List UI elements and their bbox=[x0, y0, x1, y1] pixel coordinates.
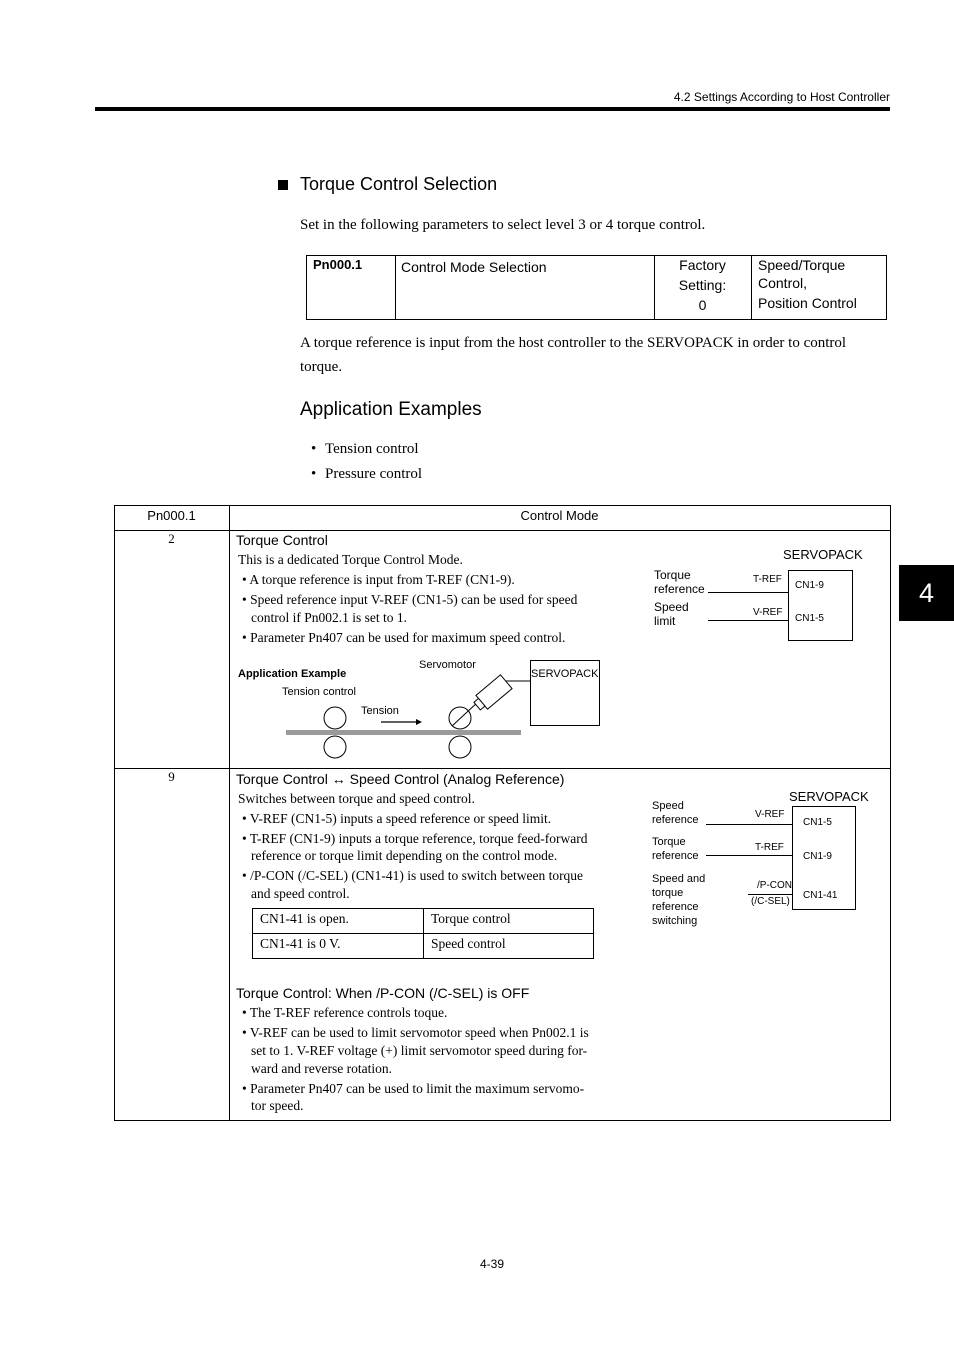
applies-to-line: Position Control bbox=[758, 295, 857, 311]
row-bullet-line: • The T-REF reference controls toque. bbox=[242, 1005, 448, 1020]
page-number: 4-39 bbox=[479, 1257, 505, 1271]
signal-description: Speed bbox=[654, 600, 689, 614]
table-header-mode: Control Mode bbox=[520, 508, 599, 523]
application-example-title: Application Example bbox=[238, 668, 347, 680]
example-caption: Tension control bbox=[282, 686, 356, 698]
section-title: Torque Control Selection bbox=[300, 174, 498, 194]
header-rule bbox=[95, 107, 890, 111]
section-bullet-square-icon bbox=[278, 180, 288, 190]
row-bullet-continuation: and speed control. bbox=[251, 886, 350, 901]
chapter-tab bbox=[899, 565, 954, 621]
signal-description: Torque bbox=[652, 836, 686, 848]
row-subtitle: Torque Control: When /P-CON (/C-SEL) is OFF bbox=[236, 985, 530, 1001]
application-examples-heading: Application Examples bbox=[300, 399, 482, 420]
table-column-divider bbox=[229, 505, 230, 1121]
roller-circle bbox=[324, 736, 346, 758]
switch-result: Torque control bbox=[431, 911, 511, 926]
switch-condition: CN1-41 is 0 V. bbox=[260, 936, 341, 951]
row-bullet-line: • V-REF (CN1-5) inputs a speed reference or speed limit. bbox=[242, 811, 552, 826]
param-name: Control Mode Selection bbox=[401, 259, 547, 275]
row-bullet-continuation: set to 1. V-REF voltage (+) limit servomotor speed during for- bbox=[251, 1043, 588, 1058]
signal-wire bbox=[708, 620, 788, 621]
factory-setting-line: Setting: bbox=[678, 277, 727, 293]
list-bullet: • bbox=[311, 466, 317, 482]
factory-setting-line: Factory bbox=[679, 257, 726, 273]
switch-condition: CN1-41 is open. bbox=[260, 911, 349, 926]
row-mode-lead: Switches between torque and speed control. bbox=[238, 791, 475, 806]
roller-circle bbox=[324, 707, 346, 729]
signal-description: reference bbox=[652, 814, 699, 826]
row-bullet-continuation: tor speed. bbox=[251, 1098, 304, 1113]
servopack-label: SERVOPACK bbox=[789, 789, 869, 804]
list-bullet: • bbox=[311, 441, 317, 457]
signal-name: /P-CON bbox=[757, 880, 792, 891]
signal-description: reference bbox=[654, 582, 705, 596]
tension-arrow-head bbox=[416, 719, 422, 725]
param-table-divider bbox=[395, 255, 396, 320]
switch-table-divider bbox=[252, 933, 594, 934]
connector-pin: CN1-9 bbox=[795, 580, 824, 591]
row-bullet-line: • V-REF can be used to limit servomotor speed when Pn002.1 is bbox=[242, 1025, 589, 1040]
row-bullet-continuation: ward and reverse rotation. bbox=[251, 1061, 392, 1076]
signal-description: Speed bbox=[652, 800, 684, 812]
connector-pin: CN1-9 bbox=[803, 851, 832, 862]
applies-to-line: Speed/Torque bbox=[758, 257, 846, 273]
row-bullet-line: • Speed reference input V-REF (CN1-5) can be used for speed bbox=[242, 592, 578, 607]
chapter-number: 4 bbox=[918, 577, 935, 608]
switch-result: Speed control bbox=[431, 936, 506, 951]
param-table-divider bbox=[751, 255, 752, 320]
web-strip bbox=[286, 730, 521, 735]
row-mode-title: Torque Control bbox=[236, 532, 328, 548]
example-servopack-label: SERVOPACK bbox=[531, 668, 599, 680]
running-header: 4.2 Settings According to Host Controller bbox=[673, 90, 890, 104]
row-param-value: 9 bbox=[168, 769, 175, 784]
row-bullet-line: • Parameter Pn407 can be used for maximum speed control. bbox=[242, 630, 566, 645]
row-mode-lead: This is a dedicated Torque Control Mode. bbox=[238, 552, 463, 567]
description-line: torque. bbox=[300, 359, 343, 375]
tension-control-drawing bbox=[280, 650, 540, 762]
signal-description: limit bbox=[654, 614, 676, 628]
signal-name: V-REF bbox=[755, 809, 785, 820]
table-header-divider bbox=[114, 530, 891, 531]
row-param-value: 2 bbox=[168, 531, 175, 546]
tension-label: Tension bbox=[361, 705, 399, 717]
signal-description: Torque bbox=[654, 568, 691, 582]
signal-wire bbox=[708, 592, 788, 593]
signal-name: V-REF bbox=[753, 607, 783, 618]
connector-pin: CN1-41 bbox=[803, 890, 838, 901]
servopack-label: SERVOPACK bbox=[783, 547, 863, 562]
signal-description: torque bbox=[652, 887, 684, 899]
servomotor-label: Servomotor bbox=[419, 659, 476, 671]
factory-setting-value: 0 bbox=[698, 297, 707, 313]
param-number: Pn000.1 bbox=[313, 257, 363, 272]
roller-circle bbox=[449, 736, 471, 758]
connector-pin: CN1-5 bbox=[803, 817, 832, 828]
signal-wire bbox=[706, 855, 792, 856]
table-row-divider bbox=[114, 768, 891, 769]
row-bullet-continuation: reference or torque limit depending on the control mode. bbox=[251, 848, 558, 863]
row-bullet-line: • /P-CON (/C-SEL) (CN1-41) is used to switch between torque bbox=[242, 868, 584, 883]
applies-to-line: Control, bbox=[758, 275, 808, 291]
signal-wire bbox=[706, 824, 792, 825]
application-list-item: Pressure control bbox=[325, 466, 423, 482]
signal-wire bbox=[748, 894, 792, 895]
description-line: A torque reference is input from the host controller to the SERVOPACK in order to control bbox=[300, 335, 847, 351]
row-bullet-line: • A torque reference is input from T-REF (CN1-9). bbox=[242, 572, 515, 587]
signal-description: Speed and bbox=[652, 873, 706, 885]
row-mode-title: Torque Control ↔ Speed Control (Analog Reference) bbox=[236, 771, 565, 787]
connector-pin: CN1-5 bbox=[795, 613, 824, 624]
section-intro: Set in the following parameters to select level 3 or 4 torque control. bbox=[300, 217, 706, 233]
signal-name: T-REF bbox=[753, 574, 782, 585]
application-list-item: Tension control bbox=[325, 441, 419, 457]
signal-name: (/C-SEL) bbox=[751, 896, 790, 907]
row-bullet-line: • T-REF (CN1-9) inputs a torque reference, torque feed-forward bbox=[242, 831, 588, 846]
row-bullet-line: • Parameter Pn407 can be used to limit the maximum servomo- bbox=[242, 1081, 585, 1096]
servomotor-icon bbox=[471, 675, 512, 713]
signal-name: T-REF bbox=[755, 842, 784, 853]
row-bullet-continuation: control if Pn002.1 is set to 1. bbox=[251, 610, 407, 625]
table-header-param: Pn000.1 bbox=[147, 508, 196, 523]
signal-description: switching bbox=[652, 915, 698, 927]
signal-description: reference bbox=[652, 850, 699, 862]
signal-description: reference bbox=[652, 901, 699, 913]
